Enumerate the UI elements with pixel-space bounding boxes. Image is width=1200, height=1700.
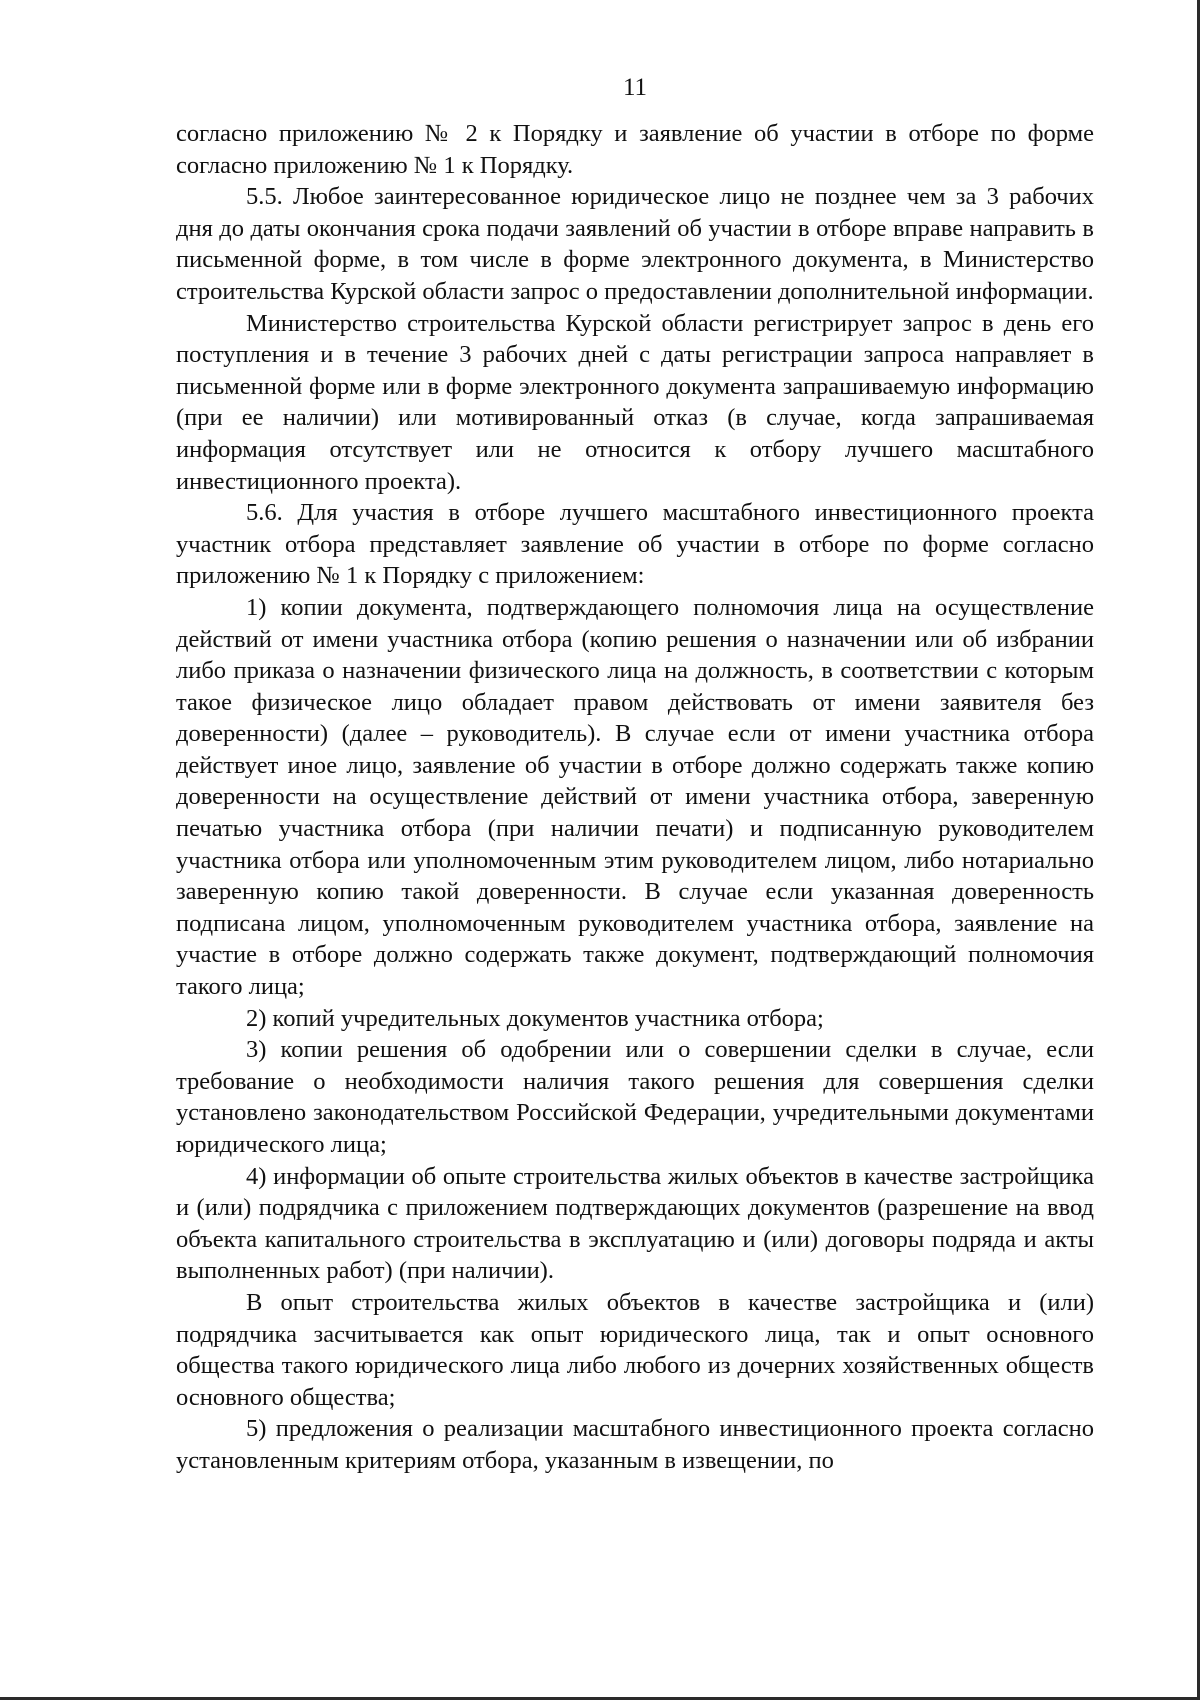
document-body [176,118,1094,1477]
list-item-4: 4) информации об опыте строительства жилых объектов в качестве застройщика и (или) подрядчика с приложением подтверждающих документов (разрешение на ввод объекта капитального строительства в эксплуатацию и (или) договоры подряда и акты выполненных работ) (при наличии). [176,1162,1094,1285]
paragraph-continuation: согласно приложению № 2 к Порядку и заявление об участии в отборе по форме согласно приложению № 1 к Порядку. [176,120,1094,179]
paragraph-5-6: 5.6. Для участия в отборе лучшего масштабного инвестиционного проекта участник отбора представляет заявление об участии в отборе по форме согласно приложению № 1 к Порядку с приложением: [176,499,1094,590]
list-item-1: 1) копии документа, подтверждающего полномочия лица на осуществление действий от имени участника отбора (копию решения о назначении или об избрании либо приказа о назначении физического лица на должность, в соответствии с которым такое физическое лицо обладает правом действовать от имени заявителя без доверенности) (далее – руководитель). В случае если от имени участника отбора действует иное лицо, заявление об участии в отборе должно содержать также копию доверенности на осуществление действий от имени участника отбора, заверенную печатью участника отбора (при наличии печати) и подписанную руководителем участника отбора или уполномоченным этим руководителем лицом, либо нотариально заверенную копию такой доверенности. В случае если указанная доверенность подписана лицом, уполномоченным руководителем участника отбора, заявление на участие в отборе должно содержать также документ, подтверждающий полномочия такого лица; [176,593,1094,1001]
paragraph-5-5: 5.5. Любое заинтересованное юридическое лицо не позднее чем за 3 рабочих дня до даты окончания срока подачи заявлений об участии в отборе вправе направить в письменной форме, в том числе в форме электронного документа, в Министерство строительства Курской области запрос о предоставлении дополнительной информации. [176,183,1094,305]
page-number: 11 [622,74,648,101]
list-item-3: 3) копии решения об одобрении или о совершении сделки в случае, если требование о необходимости наличия такого решения для совершения сделки установлено законодательством Российской Федерации, учредительными документами юридического лица; [176,1036,1094,1158]
list-item-2: 2) копий учредительных документов участника отбора; [246,1004,824,1032]
paragraph-ministry-registration: Министерство строительства Курской области регистрирует запрос в день его поступления и в течение 3 рабочих дней с даты регистрации запроса направляет в письменной форме или в форме электронного документа запрашиваемую информацию (при ее наличии) или мотивированный отказ (в случае, когда запрашиваемая информация отсутствует или не относится к отбору лучшего масштабного инвестиционного проекта). [176,309,1094,495]
paragraph-experience: В опыт строительства жилых объектов в качестве застройщика и (или) подрядчика засчитывается как опыт юридического лица, так и опыт основного общества такого юридического лица либо любого из дочерних хозяйственных обществ основного общества; [176,1288,1094,1411]
list-item-5: 5) предложения о реализации масштабного инвестиционного проекта согласно установленным критериям отбора, указанным в извещении, по [176,1415,1094,1474]
